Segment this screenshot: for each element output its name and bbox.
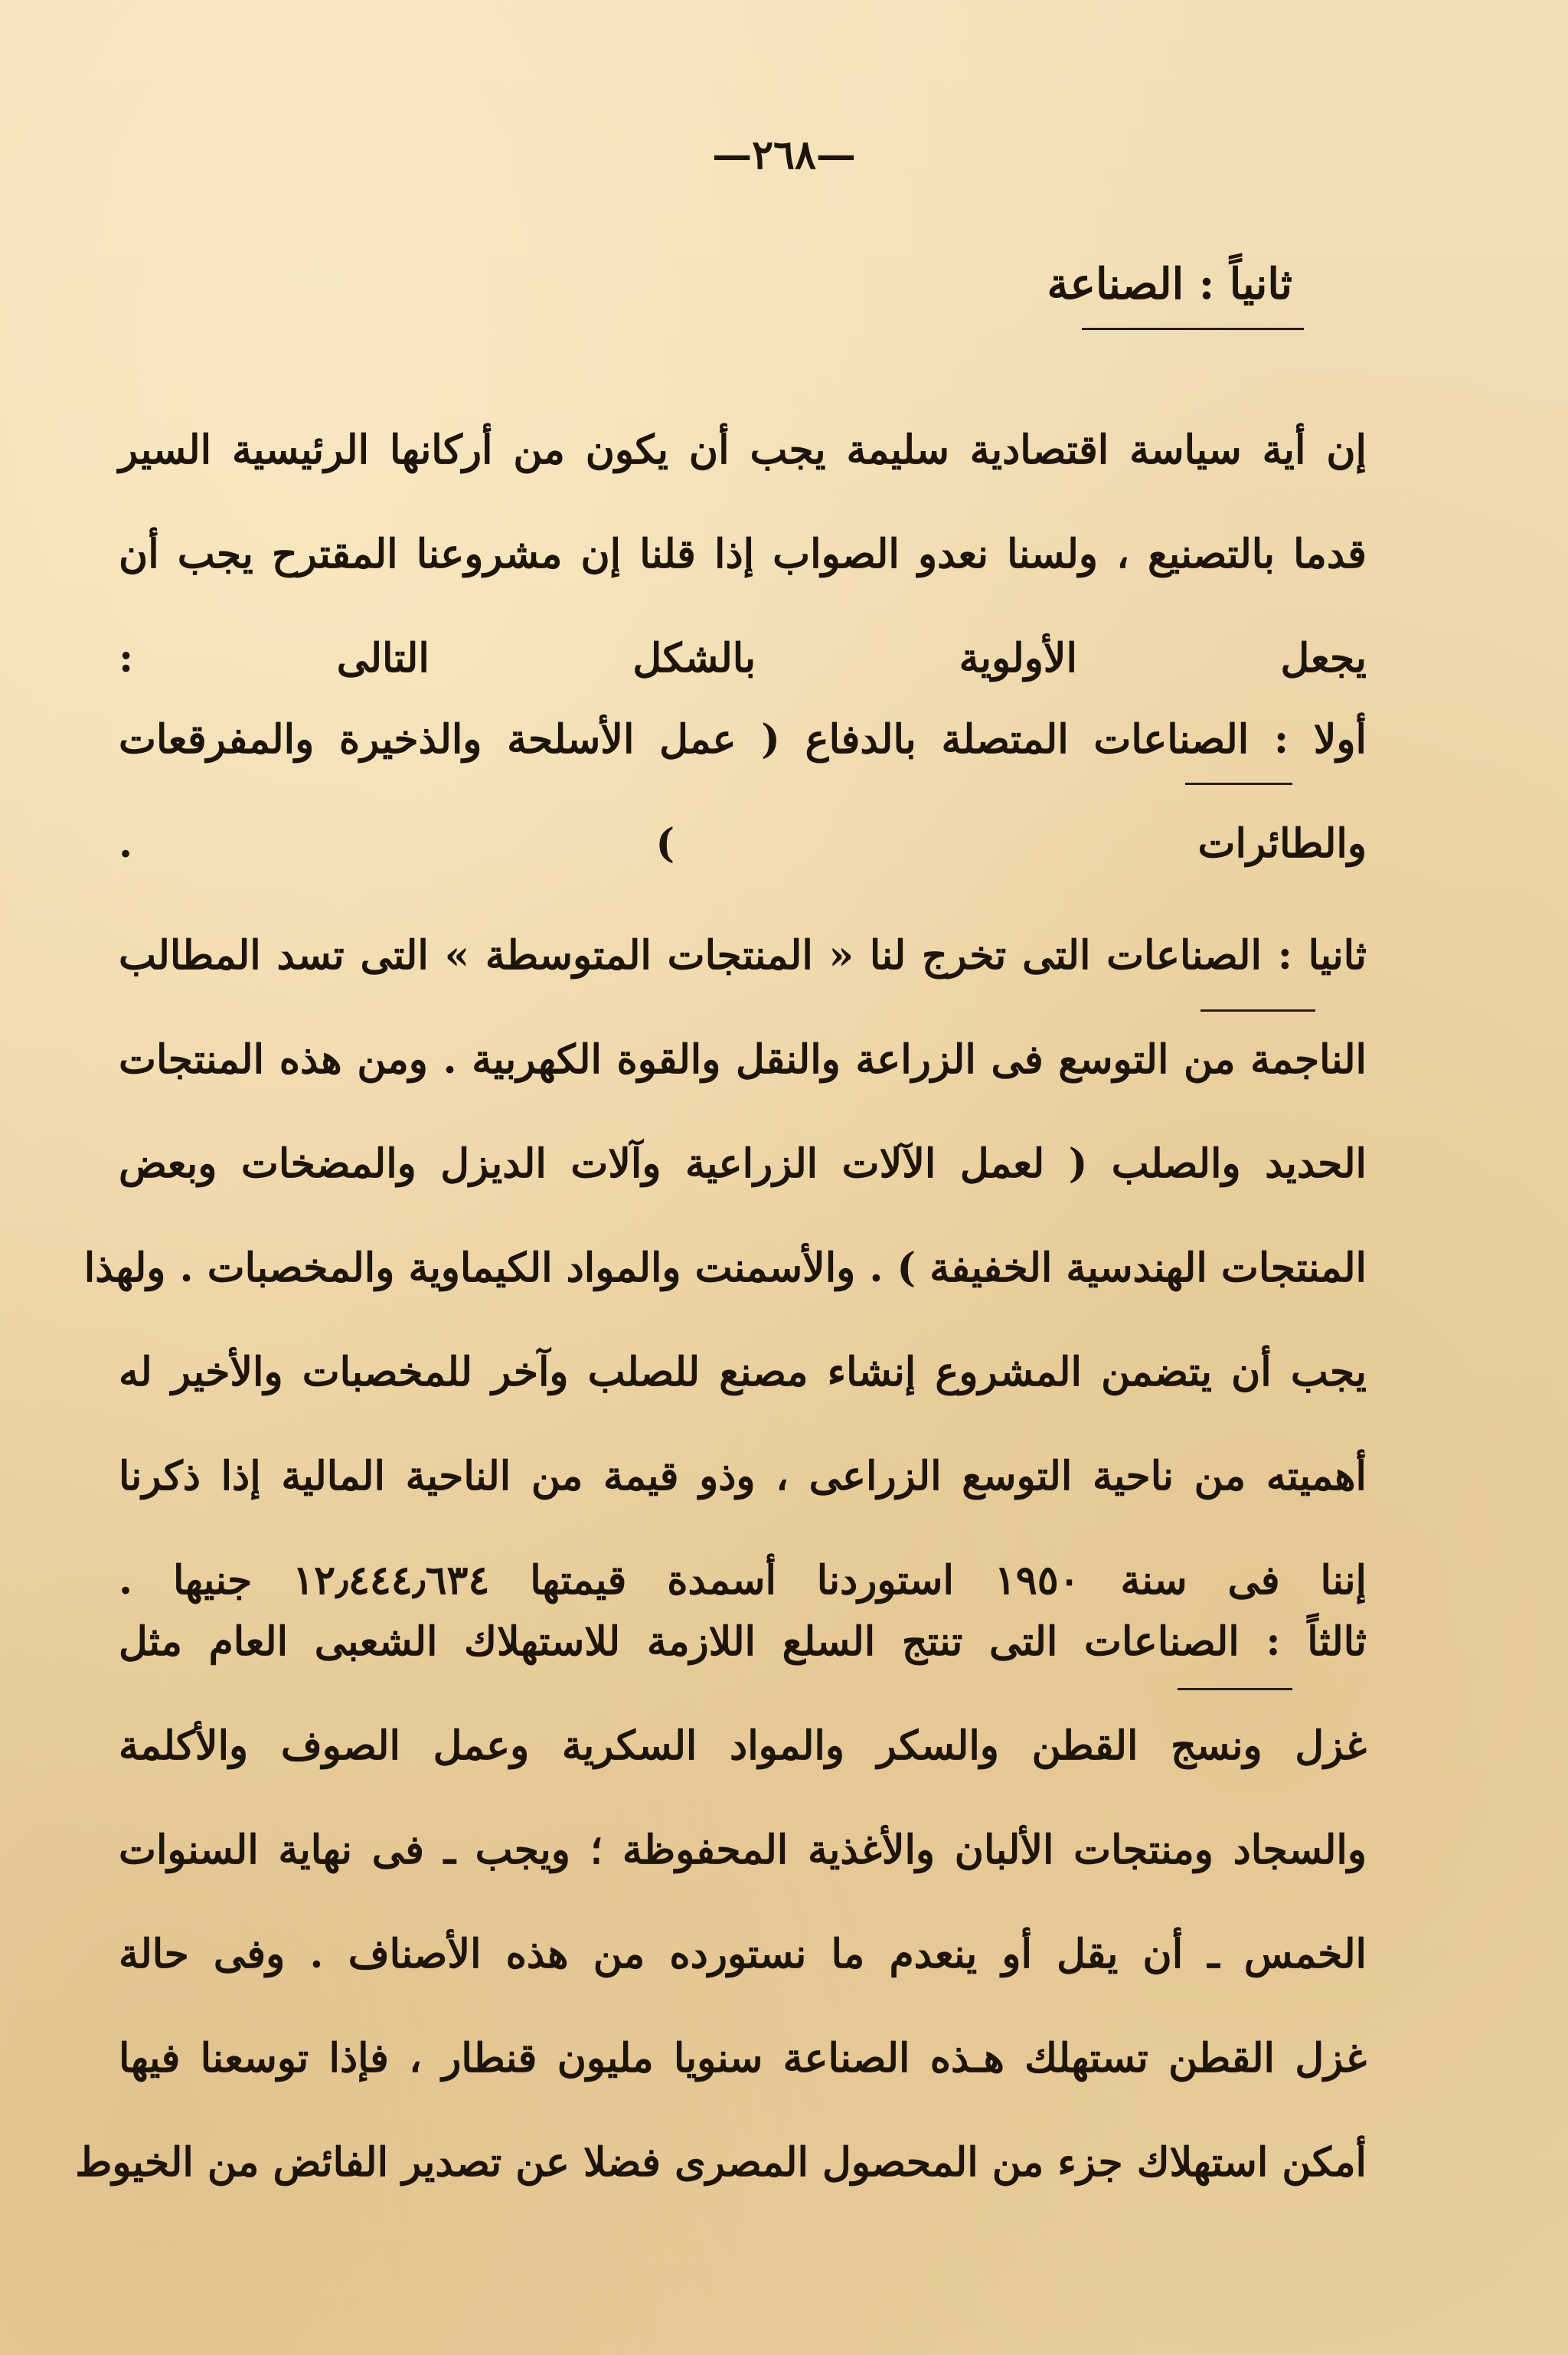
page-number: —٢٦٨—	[712, 132, 856, 178]
paragraph-line: قدما بالتصنيع ، ولسنا نعدو الصواب إذا قلنا إن مشروعنا المقترح يجب أن	[119, 531, 1367, 577]
paragraph-line: يجب أن يتضمن المشروع إنشاء مصنع للصلب وآخر للمخصبات والأخير له	[119, 1349, 1367, 1395]
paragraph-line: إن أية سياسة اقتصادية سليمة يجب أن يكون من أركانها الرئيسية السير	[119, 427, 1367, 473]
paragraph-line: والطائرات ) .	[119, 820, 1367, 867]
paragraph-line: أولا : الصناعات المتصلة بالدفاع ( عمل الأسلحة والذخيرة والمفرقعات	[119, 716, 1367, 763]
paragraph-line: ثانيا : الصناعات التى تخرج لنا « المنتجات المتوسطة » التى تسد المطالب	[119, 932, 1367, 979]
item-two-paragraph	[83, 904, 1367, 1633]
paragraph-line: والسجاد ومنتجات الألبان والأغذية المحفوظة ؛ ويجب ـ فى نهاية السنوات	[119, 1827, 1367, 1873]
intro-paragraph	[119, 398, 1367, 711]
item-three-paragraph	[75, 1590, 1367, 2215]
section-heading: ثانياً : الصناعة	[1047, 259, 1292, 309]
item-one-paragraph	[119, 688, 1367, 896]
paragraph-line: أمكن استهلاك جزء من المحصول المصرى فضلا عن تصدير الفائض من الخيوط	[75, 2139, 1367, 2186]
paragraph-line: الناجمة من التوسع فى الزراعة والنقل والقوة الكهربية . ومن هذه المنتجات	[119, 1036, 1367, 1083]
item-two-underline	[1200, 1009, 1315, 1012]
paragraph-line: غزل القطن تستهلك هـذه الصناعة سنويا مليون قنطار ، فإذا توسعنا فيها	[119, 2035, 1367, 2082]
heading-underline	[1082, 328, 1304, 330]
paragraph-line: يجعل الأولوية بالشكل التالى :	[119, 635, 1367, 682]
item-three-underline	[1178, 1688, 1292, 1690]
paragraph-line: الحديد والصلب ( لعمل الآلات الزراعية وآلات الديزل والمضخات وبعض	[119, 1140, 1367, 1187]
paragraph-line: ثالثاً : الصناعات التى تنتج السلع اللازمة للاستهلاك الشعبى العام مثل	[119, 1618, 1367, 1665]
paragraph-line: إننا فى سنة ١٩٥٠ استوردنا أسمدة قيمتها ١٢٫٤٤٤٫٦٣٤ جنيها .	[119, 1557, 1367, 1604]
paragraph-line: الخمس ـ أن يقل أو ينعدم ما نستورده من هذه الأصناف . وفى حالة	[119, 1931, 1367, 1977]
paragraph-line: أهميته من ناحية التوسع الزراعى ، وذو قيمة من الناحية المالية إذا ذكرنا	[119, 1453, 1367, 1500]
paragraph-line: المنتجات الهندسية الخفيفة ) . والأسمنت والمواد الكيماوية والمخصبات . ولهذا	[83, 1245, 1367, 1291]
item-one-underline	[1185, 783, 1292, 785]
paragraph-line: غزل ونسج القطن والسكر والمواد السكرية وعمل الصوف والأكلمة	[119, 1722, 1367, 1769]
